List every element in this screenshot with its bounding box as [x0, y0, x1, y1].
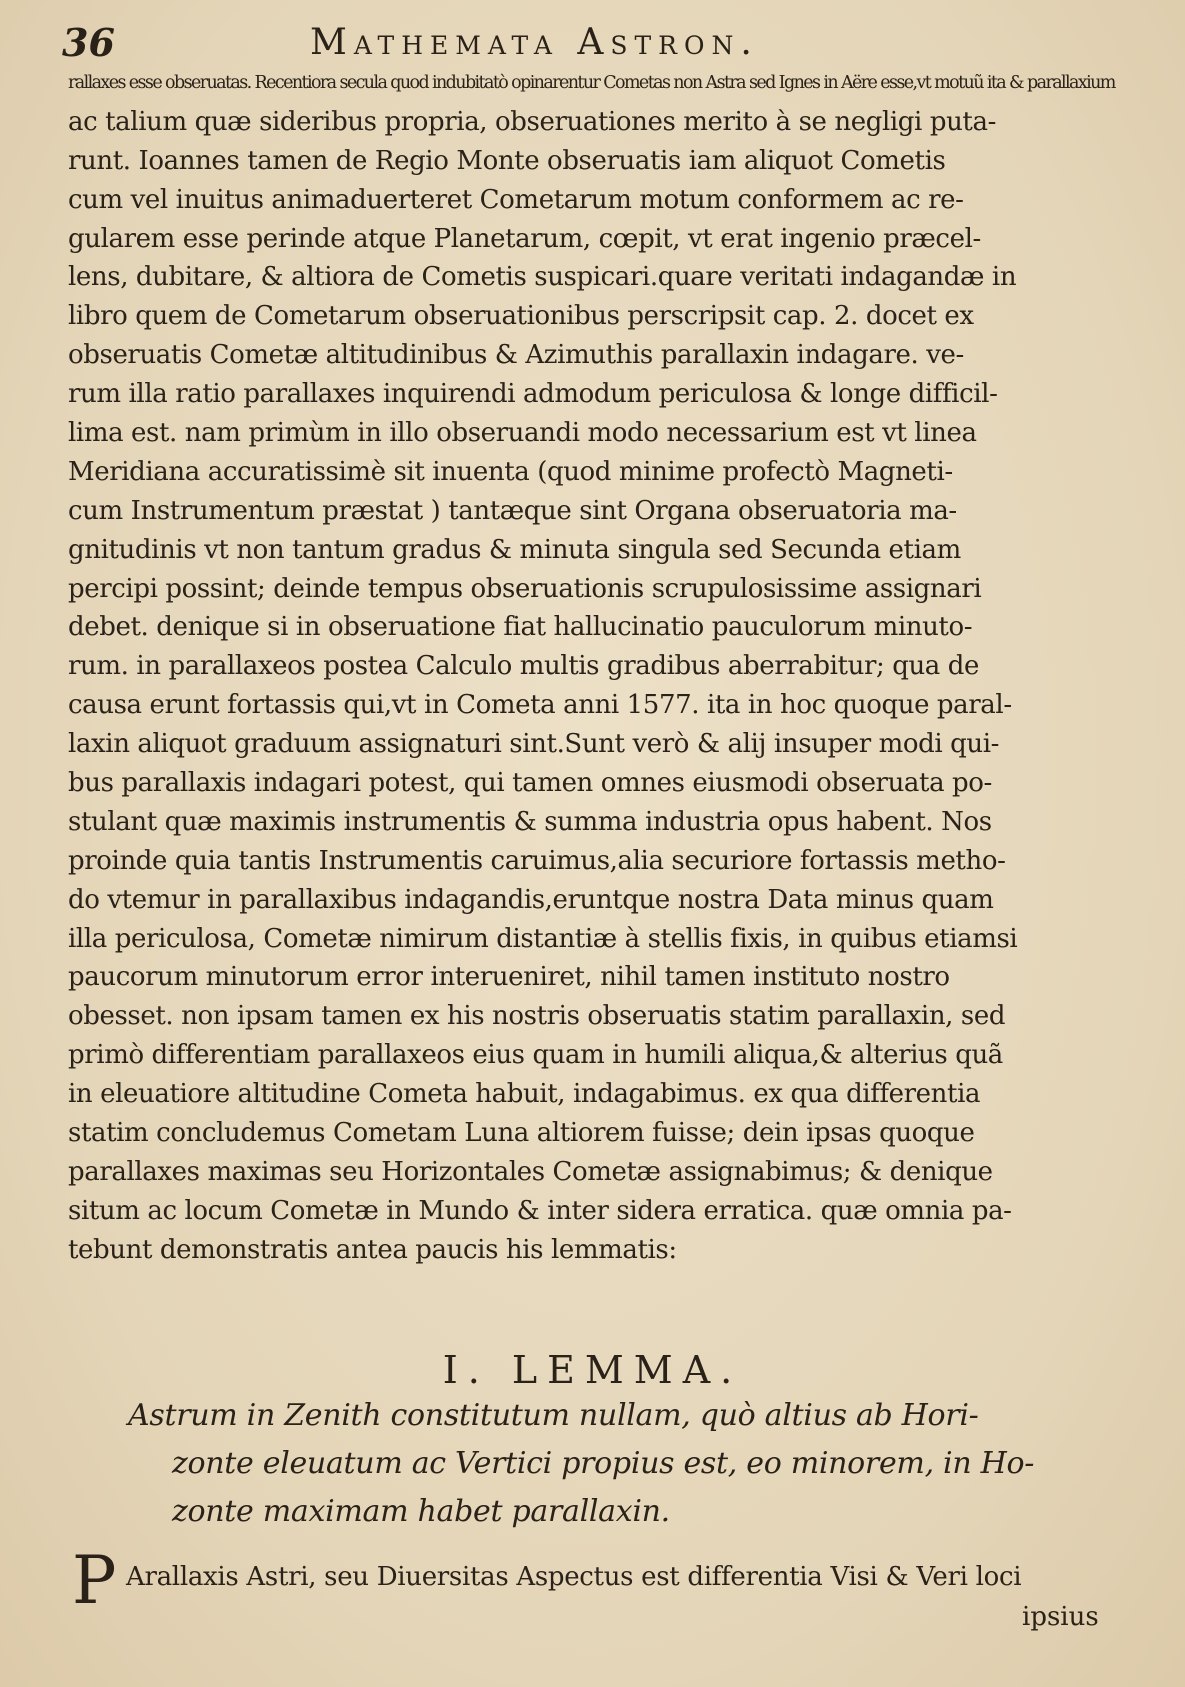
text-line: rallaxes esse obseruatas. Recentiora secula quod indubitatò opinarentur Cometas non Astra sed Ignes in Aëre esse,vt motuũ ita & parallaxium [68, 73, 1115, 93]
text-line: ac talium quæ sideribus propria, obseruationes merito à se negligi puta- [68, 106, 996, 137]
text-line: laxin aliquot graduum assignaturi sint.Sunt verò & alij insuper modi qui- [68, 729, 1000, 760]
text-line: causa erunt fortassis qui,vt in Cometa anni 1577. ita in hoc quoque paral- [68, 690, 1012, 721]
text-line: in eleuatiore altitudine Cometa habuit, indagabimus. ex qua differentia [68, 1079, 981, 1110]
text-line: libro quem de Cometarum obseruationibus perscripsit cap. 2. docet ex [68, 301, 974, 332]
text-line: debet. denique si in obseruatione fiat hallucinatio pauculorum minuto- [68, 612, 973, 643]
text-line: gularem esse perinde atque Planetarum, cœpit, vt erat ingenio præcel- [68, 223, 981, 254]
body-text [68, 64, 1118, 1270]
text-line: do vtemur in parallaxibus indagandis,eruntque nostra Data minus quam [68, 884, 994, 915]
page-header [62, 18, 1122, 68]
text-line: gnitudinis vt non tantum gradus & minuta singula sed Secunda etiam [68, 534, 961, 565]
text-line: rum illa ratio parallaxes inquirendi admodum periculosa & longe difficil- [68, 379, 998, 410]
text-line: lens, dubitare, & altiora de Cometis suspicari.quare veritati indagandæ in [68, 262, 1017, 293]
text-line: cum Instrumentum præstat ) tantæque sint Organa obseruatoria ma- [68, 495, 957, 526]
text-line: runt. Ioannes tamen de Regio Monte obseruatis iam aliquot Cometis [68, 145, 946, 176]
lemma-line: Astrum in Zenith constitutum nullam, quò altius ab Hori- [128, 1398, 979, 1433]
text-line: obesset. non ipsam tamen ex his nostris obseruatis statim parallaxin, sed [68, 1001, 1006, 1032]
text-line: Meridiana accuratissimè sit inuenta (quod minime profectò Magneti- [68, 456, 953, 487]
text-line: percipi possint; deinde tempus obseruationis scrupulosissime assignari [68, 573, 982, 604]
text-line: rum. in parallaxeos postea Calculo multis gradibus aberrabitur; qua de [68, 651, 979, 682]
text-line: statim concludemus Cometam Luna altiorem fuisse; dein ipsas quoque [68, 1118, 975, 1149]
text-line: primò differentiam parallaxeos eius quam in humili aliqua,& alterius quã [68, 1040, 1003, 1071]
text-line: lima est. nam primùm in illo obseruandi modo necessarium est vt linea [68, 418, 977, 449]
text-line: tebunt demonstratis antea paucis his lemmatis: [68, 1234, 677, 1265]
text-line: situm ac locum Cometæ in Mundo & inter sidera erratica. quæ omnia pa- [68, 1195, 1012, 1226]
lemma-line: zonte maximam habet parallaxin. [172, 1494, 670, 1529]
lemma-statement [0, 1392, 1185, 1536]
lemma-heading: I. LEMMA. [442, 1348, 743, 1392]
text-line: cum vel inuitus animaduerteret Cometarum motum conformem ac re- [68, 184, 964, 215]
paragraph-start [72, 1542, 1132, 1658]
text-line: bus parallaxis indagari potest, qui tamen omnes eiusmodi obseruata po- [68, 768, 992, 799]
text-line: parallaxes maximas seu Horizontales Cometæ assignabimus; & denique [68, 1156, 993, 1187]
text-line: illa periculosa, Cometæ nimirum distantiæ à stellis fixis, in quibus etiamsi [68, 923, 1018, 954]
text-line: proinde quia tantis Instrumentis caruimus,alia securiore fortassis metho- [68, 845, 1006, 876]
running-title: Mathemata Astron. [310, 22, 759, 63]
page-number: 36 [62, 20, 115, 65]
drop-cap: P [72, 1542, 117, 1619]
lemma-line: zonte eleuatum ac Vertici propius est, eo minorem, in Ho- [172, 1446, 1035, 1481]
text-line: paucorum minutorum error interueniret, nihil tamen instituto nostro [68, 962, 950, 993]
catchword: ipsius [1022, 1602, 1099, 1632]
text-line: obseruatis Cometæ altitudinibus & Azimuthis parallaxin indagare. ve- [68, 340, 964, 371]
paragraph-first-line: Arallaxis Astri, seu Diuersitas Aspectus est differentia Visi & Veri loci [126, 1562, 1022, 1592]
text-line: stulant quæ maximis instrumentis & summa industria opus habent. Nos [68, 806, 992, 837]
